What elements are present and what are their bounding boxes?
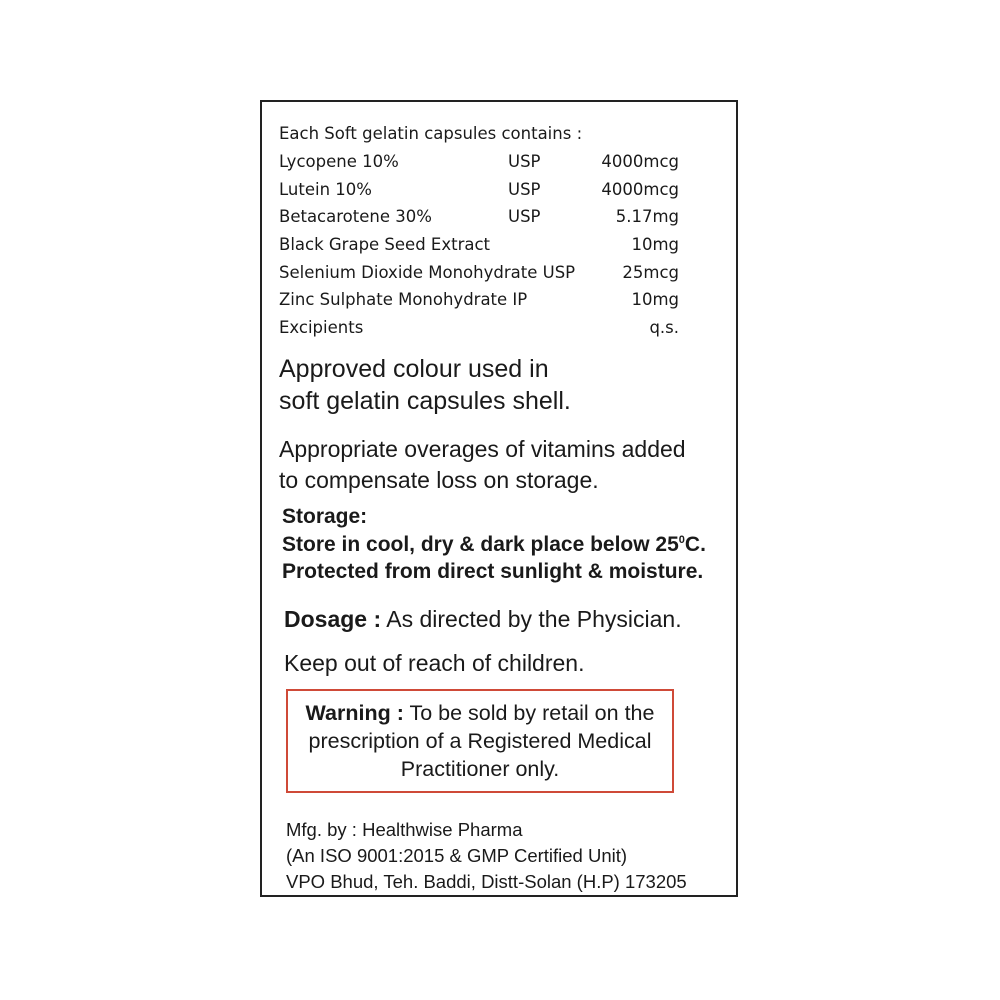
manufacturer-info — [286, 817, 687, 895]
ingredient-name: Black Grape Seed Extract — [279, 235, 491, 255]
ingredient-quantity: 25mcg — [622, 262, 679, 282]
dosage-label: Dosage : — [284, 606, 382, 632]
ingredient-name: Selenium Dioxide Monohydrate USP — [279, 262, 576, 282]
address-line: VPO Bhud, Teh. Baddi, Distt-Solan (H.P) 173205 — [286, 871, 687, 892]
storage-temperature-line — [282, 531, 706, 559]
ingredient-name: Betacarotene 30% — [279, 207, 432, 227]
warning-line: prescription of a Registered Medical — [308, 729, 652, 753]
dosage-line — [284, 604, 682, 634]
warning-label: Warning : — [305, 701, 404, 725]
ingredient-row — [279, 314, 679, 342]
ingredient-standard: USP — [508, 207, 541, 227]
storage-unit: C. — [684, 532, 706, 556]
ingredient-row — [279, 259, 679, 287]
warning-line: Practitioner only. — [400, 757, 560, 781]
approved-colour-line: soft gelatin capsules shell. — [279, 387, 571, 415]
manufacturer-line: Mfg. by : Healthwise Pharma — [286, 819, 523, 840]
overages-line: to compensate loss on storage. — [279, 467, 599, 493]
ingredient-quantity: 4000mcg — [601, 152, 679, 171]
dosage-text: As directed by the Physician. — [381, 606, 682, 632]
composition-heading: Each Soft gelatin capsules contains : — [279, 124, 583, 143]
ingredient-row — [279, 203, 679, 231]
keep-out-of-reach-note: Keep out of reach of children. — [284, 650, 585, 676]
ingredient-standard: USP — [508, 179, 541, 199]
ingredient-row — [279, 231, 679, 259]
ingredient-standard: USP — [508, 152, 541, 171]
storage-section — [282, 503, 706, 586]
ingredient-name: Lutein 10% — [279, 179, 372, 199]
ingredient-quantity: q.s. — [649, 318, 679, 338]
composition-section — [279, 120, 679, 342]
certification-line: (An ISO 9001:2015 & GMP Certified Unit) — [286, 845, 628, 866]
ingredient-row — [279, 148, 679, 176]
storage-protection-line: Protected from direct sunlight & moisture. — [282, 560, 704, 583]
ingredient-quantity: 10mg — [631, 290, 679, 310]
approved-colour-line: Approved colour used in — [279, 355, 549, 383]
storage-heading: Storage: — [282, 505, 368, 528]
approved-colour-note — [279, 353, 571, 417]
ingredient-row — [279, 176, 679, 204]
label-panel — [260, 100, 738, 897]
ingredient-quantity: 10mg — [631, 235, 679, 255]
ingredient-name: Zinc Sulphate Monohydrate IP — [279, 290, 528, 310]
ingredient-row — [279, 286, 679, 314]
ingredient-name: Lycopene 10% — [279, 152, 399, 171]
overages-note — [279, 434, 686, 496]
ingredient-name: Excipients — [279, 318, 364, 338]
overages-line: Appropriate overages of vitamins added — [279, 436, 686, 462]
degree-symbol: 0 — [678, 533, 685, 546]
warning-text: To be sold by retail on the — [403, 701, 655, 725]
warning-box — [286, 689, 674, 793]
ingredient-quantity: 5.17mg — [615, 207, 679, 227]
storage-text: Store in cool, dry & dark place below 25 — [282, 532, 679, 556]
ingredient-quantity: 4000mcg — [601, 179, 679, 199]
warning-line — [288, 699, 672, 727]
